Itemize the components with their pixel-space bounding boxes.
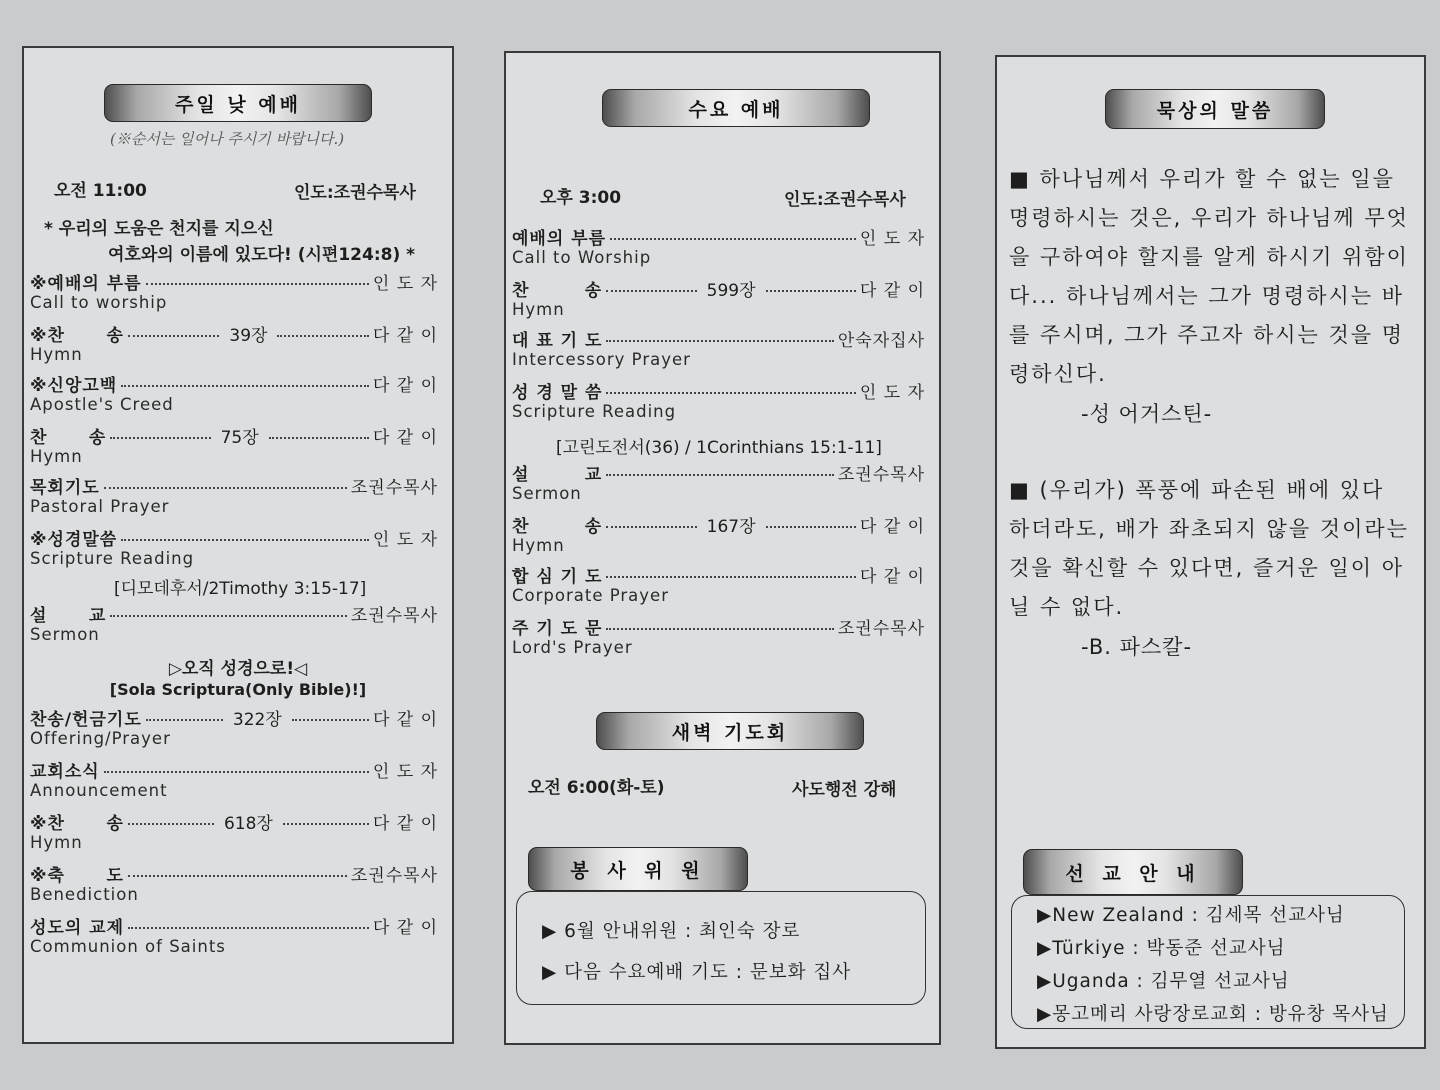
order-item-leader: 다 같 이 bbox=[372, 710, 439, 730]
order-item-row bbox=[512, 619, 925, 639]
order-item-leader: 다 같 이 bbox=[859, 517, 925, 537]
leader-dots bbox=[606, 340, 833, 342]
order-item-row bbox=[30, 866, 438, 886]
order-item-row bbox=[30, 376, 438, 396]
order-item-english: Sermon bbox=[512, 484, 582, 503]
sunday-time: 오전 11:00 bbox=[54, 181, 147, 201]
sola-scriptura-ko: ▷오직 성경으로!◁ bbox=[168, 659, 308, 679]
sunday-leader: 인도:조권수목사 bbox=[294, 183, 416, 203]
order-item-label: ※찬 송 bbox=[30, 326, 124, 346]
leader-dots bbox=[606, 526, 696, 528]
meditation-p2-line: ■ (우리가) 폭풍에 파손된 배에 있다 bbox=[1009, 478, 1385, 502]
order-item-row bbox=[30, 478, 438, 498]
order-item-leader: 다 같 이 bbox=[372, 814, 438, 834]
order-item-leader: 인 도 자 bbox=[372, 274, 438, 294]
order-item-label: ※찬 송 bbox=[30, 814, 124, 834]
order-item-row bbox=[30, 530, 438, 550]
leader-dots bbox=[110, 615, 347, 617]
order-item-row bbox=[30, 326, 438, 346]
leader-dots bbox=[128, 823, 214, 825]
order-item-leader: 다 같 이 bbox=[372, 918, 438, 938]
order-item bbox=[30, 814, 438, 852]
order-item-row bbox=[30, 428, 438, 448]
order-item bbox=[512, 465, 925, 503]
order-item bbox=[30, 918, 438, 956]
meditation-p1-line: 령하신다. bbox=[1009, 362, 1107, 386]
order-item bbox=[512, 567, 925, 605]
order-item-row bbox=[30, 762, 438, 782]
order-item bbox=[512, 619, 925, 657]
order-item-row bbox=[512, 517, 925, 537]
order-item-label: 찬 송 bbox=[30, 428, 107, 448]
order-item-english: Benediction bbox=[30, 885, 139, 904]
hymn-number: 167장 bbox=[706, 517, 756, 537]
order-item-row bbox=[30, 710, 438, 730]
sunday-service-title: 주일 낮 예배 bbox=[104, 84, 372, 122]
order-item-english: Call to Worship bbox=[512, 248, 652, 267]
order-item-english: Sermon bbox=[30, 625, 100, 644]
mission-entry: ▶Türkiye : 박동준 선교사님 bbox=[1037, 938, 1286, 959]
order-item bbox=[512, 281, 925, 319]
sola-scriptura-en: [Sola Scriptura(Only Bible)!] bbox=[109, 680, 367, 699]
sunday-service-panel bbox=[22, 46, 454, 1044]
meditation-p1-line: 를 주시며, 그가 주고자 하시는 것을 명 bbox=[1009, 323, 1405, 347]
meditation-p1-author: -성 어거스틴- bbox=[1081, 402, 1213, 426]
order-item-label: 예배의 부름 bbox=[512, 229, 607, 249]
meditation-panel bbox=[995, 55, 1426, 1049]
order-item-label: ※예배의 부름 bbox=[30, 274, 142, 294]
order-item-label: 교회소식 bbox=[30, 762, 100, 782]
order-item-english: Hymn bbox=[30, 345, 83, 364]
order-item bbox=[30, 326, 438, 364]
order-item-row bbox=[512, 229, 925, 249]
order-item-english: Intercessory Prayer bbox=[512, 350, 691, 369]
leader-dots bbox=[128, 875, 347, 877]
leader-dots bbox=[269, 437, 369, 439]
order-item bbox=[512, 229, 925, 267]
order-item-row bbox=[30, 918, 438, 938]
order-item-leader: 조권수목사 bbox=[350, 866, 438, 886]
order-item-english: Scripture Reading bbox=[512, 402, 677, 421]
leader-dots bbox=[610, 238, 856, 240]
leader-dots bbox=[121, 539, 369, 541]
order-item-leader: 조권수목사 bbox=[837, 465, 925, 485]
order-item bbox=[512, 331, 925, 369]
servants-title: 봉 사 위 원 bbox=[528, 847, 748, 891]
leader-dots bbox=[606, 290, 696, 292]
order-item-label: 성 경 말 씀 bbox=[512, 383, 603, 403]
leader-dots bbox=[766, 526, 856, 528]
verse-line-1: * 우리의 도움은 천지를 지으신 bbox=[44, 219, 274, 239]
leader-dots bbox=[606, 628, 833, 630]
leader-dots bbox=[128, 335, 219, 337]
order-item-row bbox=[512, 383, 925, 403]
order-item-english: Communion of Saints bbox=[30, 937, 226, 956]
leader-dots bbox=[104, 487, 347, 489]
meditation-p2-line: 하더라도, 배가 좌초되지 않을 것이라는 bbox=[1009, 517, 1409, 541]
leader-dots bbox=[277, 335, 368, 337]
meditation-p1-line: 명령하시는 것은, 우리가 하나님께 무엇 bbox=[1009, 206, 1409, 230]
order-item-leader: 조권수목사 bbox=[350, 478, 438, 498]
order-item bbox=[30, 274, 438, 312]
order-item bbox=[30, 866, 438, 904]
order-item-english: Call to worship bbox=[30, 293, 168, 312]
mission-entry: ▶New Zealand : 김세목 선교사님 bbox=[1037, 905, 1345, 926]
leader-dots bbox=[146, 283, 369, 285]
order-item-label: 찬 송 bbox=[512, 517, 603, 537]
servant-usher: ▶ 6월 안내위원 : 최인숙 장로 bbox=[542, 921, 801, 942]
order-item-leader: 조권수목사 bbox=[837, 619, 925, 639]
order-item-english: Announcement bbox=[30, 781, 168, 800]
wednesday-leader: 인도:조권수목사 bbox=[784, 190, 906, 210]
leader-dots bbox=[606, 576, 855, 578]
order-item-row bbox=[30, 606, 438, 626]
leader-dots bbox=[128, 927, 369, 929]
dawn-prayer-title: 새벽 기도회 bbox=[596, 712, 864, 750]
order-item-leader: 조권수목사 bbox=[350, 606, 438, 626]
order-item bbox=[30, 710, 438, 748]
servant-prayer: ▶ 다음 수요예배 기도 : 문보화 집사 bbox=[542, 962, 852, 983]
order-item bbox=[512, 517, 925, 555]
order-item-label: 찬송/헌금기도 bbox=[30, 710, 142, 730]
order-item-row bbox=[512, 281, 925, 301]
order-item-english: Hymn bbox=[30, 447, 83, 466]
order-item-row bbox=[512, 465, 925, 485]
mission-entry: ▶Uganda : 김무열 선교사님 bbox=[1037, 971, 1290, 992]
meditation-p1-line: ■ 하나님께서 우리가 할 수 없는 일을 bbox=[1009, 167, 1395, 191]
wednesday-scripture-ref: [고린도전서(36) / 1Corinthians 15:1-11] bbox=[556, 438, 882, 458]
mission-title: 선 교 안 내 bbox=[1023, 849, 1243, 895]
order-item-english: Lord's Prayer bbox=[512, 638, 633, 657]
order-item-leader: 인 도 자 bbox=[372, 530, 438, 550]
order-item-label: ※성경말씀 bbox=[30, 530, 118, 550]
order-item-label: 설 교 bbox=[30, 606, 107, 626]
hymn-number: 322장 bbox=[232, 710, 282, 730]
order-item-leader: 다 같 이 bbox=[859, 567, 925, 587]
order-item-english: Hymn bbox=[512, 300, 565, 319]
servants-box bbox=[516, 891, 926, 1005]
hymn-number: 39장 bbox=[229, 326, 268, 346]
order-item-leader: 다 같 이 bbox=[859, 281, 925, 301]
order-item-english: Offering/Prayer bbox=[30, 729, 171, 748]
order-item-label: 설 교 bbox=[512, 465, 603, 485]
order-item-leader: 다 같 이 bbox=[372, 428, 438, 448]
order-item-row bbox=[30, 814, 438, 834]
leader-dots bbox=[766, 290, 856, 292]
order-item-english: Scripture Reading bbox=[30, 549, 195, 568]
wednesday-service-panel bbox=[504, 51, 941, 1045]
order-item bbox=[30, 530, 438, 568]
leader-dots bbox=[121, 385, 369, 387]
order-item-leader: 다 같 이 bbox=[372, 376, 438, 396]
meditation-p2-line: 닐 수 없다. bbox=[1009, 595, 1125, 619]
leader-dots bbox=[110, 437, 210, 439]
order-item-english: Hymn bbox=[512, 536, 565, 555]
order-item-label: 주 기 도 문 bbox=[512, 619, 603, 639]
order-item bbox=[30, 376, 438, 414]
order-item-label: ※신앙고백 bbox=[30, 376, 118, 396]
order-item-leader: 인 도 자 bbox=[859, 383, 925, 403]
hymn-number: 75장 bbox=[220, 428, 259, 448]
order-item bbox=[30, 606, 438, 644]
order-item-label: 목회기도 bbox=[30, 478, 100, 498]
hymn-number: 599장 bbox=[706, 281, 756, 301]
wednesday-service-title: 수요 예배 bbox=[602, 89, 870, 127]
order-item-label: 찬 송 bbox=[512, 281, 603, 301]
meditation-p1-line: 을 구하여야 할지를 알게 하시기 위함이 bbox=[1009, 245, 1409, 269]
order-item-row bbox=[30, 274, 438, 294]
leader-dots bbox=[283, 823, 369, 825]
leader-dots bbox=[146, 719, 223, 721]
standing-note: (※순서는 일어나 주시기 바랍니다.) bbox=[110, 130, 345, 148]
order-item-english: Corporate Prayer bbox=[512, 586, 669, 605]
order-item-leader: 인 도 자 bbox=[372, 762, 438, 782]
order-item-english: Hymn bbox=[30, 833, 83, 852]
wednesday-time: 오후 3:00 bbox=[540, 188, 622, 208]
dawn-prayer-time: 오전 6:00(화-토) bbox=[528, 778, 665, 798]
leader-dots bbox=[104, 771, 369, 773]
order-item bbox=[30, 478, 438, 516]
meditation-p2-author: -B. 파스칼- bbox=[1081, 635, 1193, 659]
order-item-leader: 인 도 자 bbox=[859, 229, 925, 249]
order-item-row bbox=[512, 567, 925, 587]
order-item-label: 성도의 교제 bbox=[30, 918, 125, 938]
sunday-scripture-ref: [디모데후서/2Timothy 3:15-17] bbox=[114, 579, 367, 599]
order-item-label: 대 표 기 도 bbox=[512, 331, 603, 351]
hymn-number: 618장 bbox=[223, 814, 273, 834]
leader-dots bbox=[606, 392, 855, 394]
order-item bbox=[512, 383, 925, 421]
order-item-leader: 안숙자집사 bbox=[837, 331, 925, 351]
order-item-row bbox=[512, 331, 925, 351]
meditation-title: 묵상의 말씀 bbox=[1105, 89, 1325, 129]
meditation-p2-line: 것을 확신할 수 있다면, 즐거운 일이 아 bbox=[1009, 556, 1405, 580]
leader-dots bbox=[292, 719, 369, 721]
meditation-p1-line: 다... 하나님께서는 그가 명령하시는 바 bbox=[1009, 284, 1405, 308]
verse-line-2: 여호와의 이름에 있도다! (시편124:8) * bbox=[108, 245, 416, 265]
dawn-prayer-content: 사도행전 강해 bbox=[792, 780, 897, 800]
order-item-label: ※축 도 bbox=[30, 866, 124, 886]
leader-dots bbox=[606, 474, 834, 476]
order-item bbox=[30, 762, 438, 800]
mission-entry: ▶몽고메리 사랑장로교회 : 방유창 목사님 bbox=[1037, 1004, 1389, 1025]
order-item-leader: 다 같 이 bbox=[372, 326, 438, 346]
order-item-english: Apostle's Creed bbox=[30, 395, 174, 414]
order-item bbox=[30, 428, 438, 466]
order-item-english: Pastoral Prayer bbox=[30, 497, 170, 516]
order-item-label: 합 심 기 도 bbox=[512, 567, 603, 587]
